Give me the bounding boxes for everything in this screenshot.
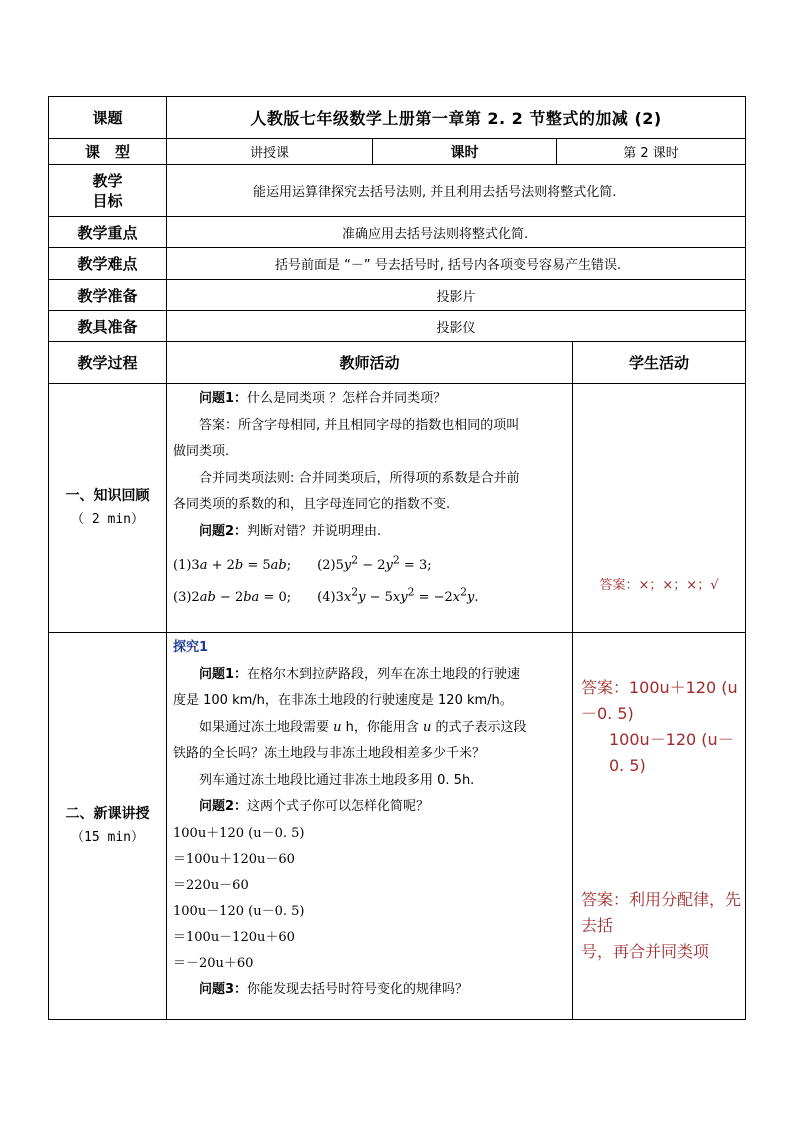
lesson-plan-table — [48, 96, 746, 1020]
step-1: 100u＋120 (u－0. 5) — [173, 825, 305, 841]
key-row — [49, 217, 746, 248]
section2-answer-2: 答案：利用分配律，先去括 — [581, 890, 742, 935]
period-label: 课时 — [373, 139, 557, 165]
exercise-line-2 — [173, 579, 566, 610]
prep-row — [49, 280, 746, 311]
hard-text: 括号前面是 “－” 号去括号时, 括号内各项变号容易产生错误. — [167, 248, 746, 280]
step-3: ＝220u－60 — [173, 877, 249, 893]
section2-answer-2b: 号，再合并同类项 — [581, 942, 710, 961]
key-label: 教学重点 — [49, 217, 167, 248]
section1-answer: 答案：×；×；×；√ — [599, 578, 719, 593]
goal-text: 能运用运算律探究去括号法则, 并且利用去括号法则将整式化简. — [167, 165, 746, 217]
section1-teacher: 问题1：什么是同类项 ？怎样合并同类项？ 答案：所含字母相同, 并且相同字母的指数也相同的项叫 做同类项. 合并同类项法则: 合并同类项后，所得项的系数是合并前 各同类项的系数的和，且字母连同它的指数不变. 问题2：判断对错？并说明理由. (1)3a + 2b = 5ab; $(2)5y^2 - 2y^2 = 3$; (3)2ab − 2ba = 0; $(4)3x^2y - 5xy^2 = -2x^2y$. — [167, 384, 573, 633]
prep-label: 教学准备 — [49, 280, 167, 311]
type-label: 课 型 — [49, 139, 167, 165]
title-row — [49, 97, 746, 139]
period-value: 第 2 课时 — [557, 139, 746, 165]
explore-heading: 探究1 — [173, 640, 209, 655]
exercise-4: $(4)3x^2y - 5xy^2 = -2x^2y$. — [317, 585, 479, 605]
section2-student — [573, 633, 746, 1020]
section1-label: 一、知识回顾 （ 2 min） — [49, 384, 167, 633]
prep-text: 投影片 — [167, 280, 746, 311]
teacher-col-header: 教师活动 — [167, 342, 573, 384]
student-col-header: 学生活动 — [573, 342, 746, 384]
exercise-line-1 — [173, 548, 566, 579]
exercise-3: (3)2ab − 2ba = 0; — [173, 589, 292, 605]
type-value: 讲授课 — [167, 139, 373, 165]
section1-student — [573, 384, 746, 633]
section2-answer-1b: 100u－120 (u－0. 5) — [609, 730, 734, 775]
title-label: 课题 — [49, 97, 167, 139]
process-header-row — [49, 342, 746, 384]
type-row — [49, 139, 746, 165]
goal-label: 教学 目标 — [49, 165, 167, 217]
section2-answer-1: 答案：100u＋120 (u－0. 5) — [581, 678, 738, 723]
tools-label: 教具准备 — [49, 311, 167, 342]
section1-row — [49, 384, 746, 633]
key-text: 准确应用去括号法则将整式化简. — [167, 217, 746, 248]
process-col-header: 教学过程 — [49, 342, 167, 384]
exercise-list — [173, 548, 566, 611]
step-6: ＝－20u＋60 — [173, 955, 254, 971]
exercise-2: $(2)5y^2 - 2y^2 = 3$; — [317, 554, 432, 574]
section2-label: 二、新课讲授 （15 min） — [49, 633, 167, 1020]
goal-row — [49, 165, 746, 217]
hard-row — [49, 248, 746, 280]
section2-teacher: 探究1 问题1：在格尔木到拉萨路段，列车在冻土地段的行驶速 度是 100 km/h，在非冻土地段的行驶速度是 120 km/h。 如果通过冻土地段需要 u h，你能用含 u 的式子表示这段 铁路的全长吗？冻土地段与非冻土地段相差多少千米？ 列车通过冻土地段比通过非冻土地段多用 0. 5h. 问题2：这两个式子你可以怎样化简呢？ 100u＋120 (u－0. 5) ＝100u＋120u－60 ＝220u－60 100u－120 (u－0. 5) ＝100u－120u＋60 ＝－20u＋60 问题3：你能发现去括号时符号变化的规律吗？ — [167, 633, 573, 1020]
tools-row — [49, 311, 746, 342]
section2-row — [49, 633, 746, 1020]
hard-label: 教学难点 — [49, 248, 167, 280]
lesson-title: 人教版七年级数学上册第一章第 2. 2 节整式的加减 (2) — [167, 97, 746, 139]
step-2: ＝100u＋120u－60 — [173, 851, 295, 867]
exercise-1: (1)3a + 2b = 5ab; — [173, 558, 292, 574]
step-4: 100u－120 (u－0. 5) — [173, 903, 305, 919]
tools-text: 投影仪 — [167, 311, 746, 342]
step-5: ＝100u－120u＋60 — [173, 929, 295, 945]
